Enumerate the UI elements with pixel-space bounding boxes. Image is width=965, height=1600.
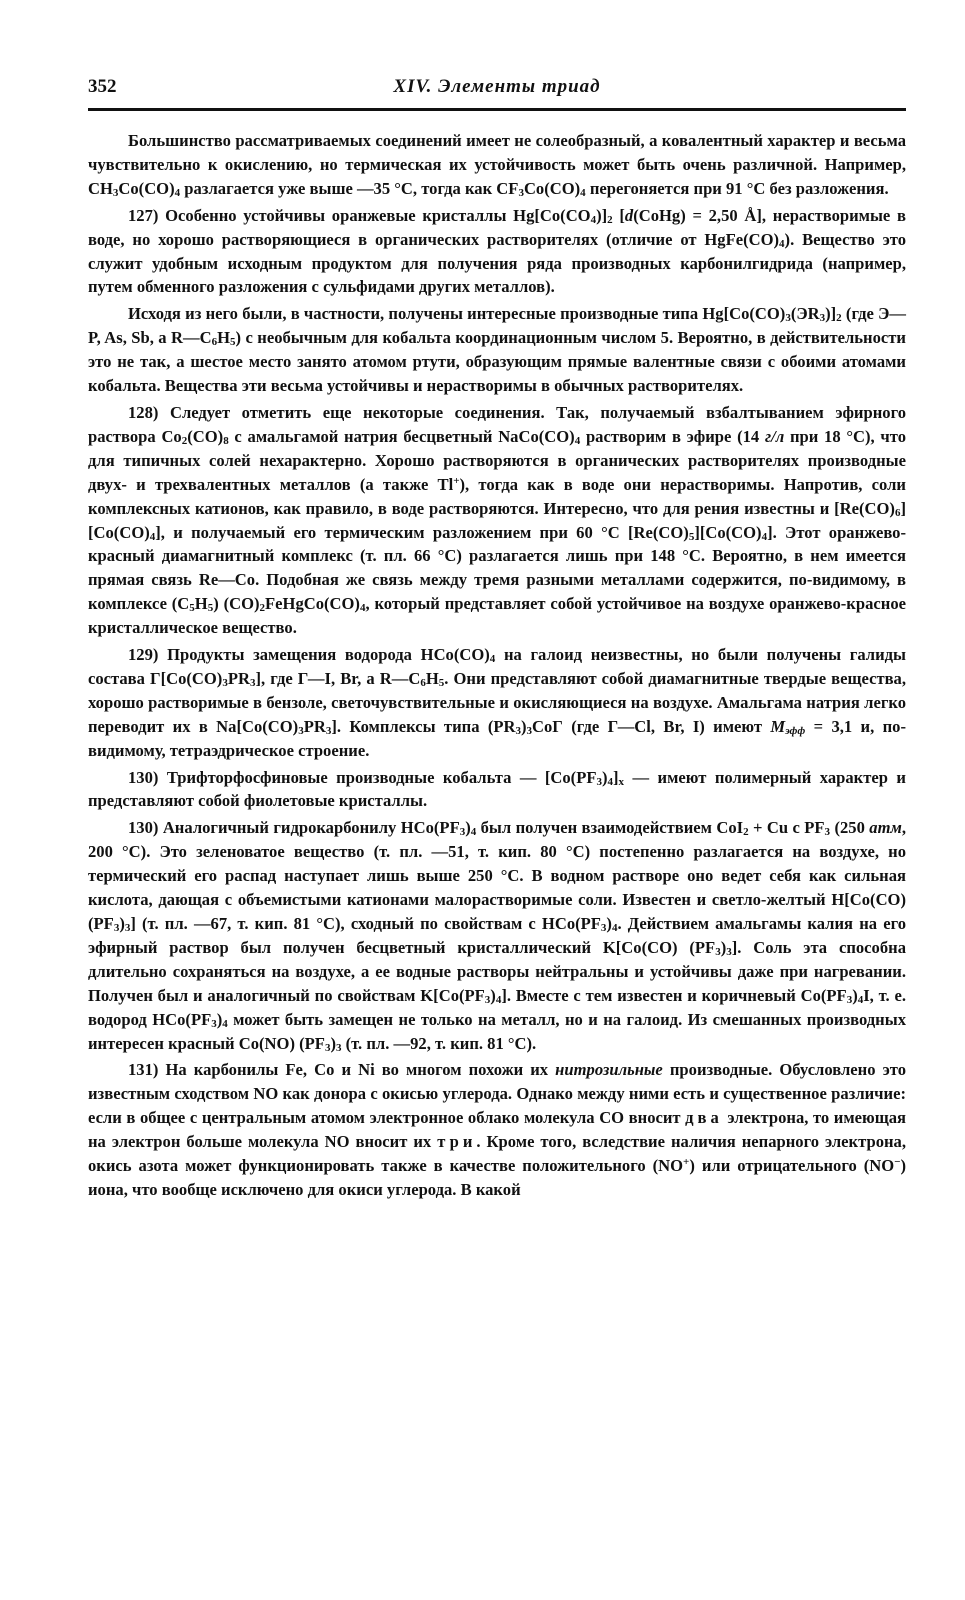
page-header	[88, 72, 906, 104]
note-number: 131)	[128, 1060, 159, 1080]
note-number: 130)	[128, 818, 159, 838]
paragraph-128: 128) Следует отметить еще некоторые соединения. Так, получаемый взбалтыванием эфирного раствора $Co_2(CO)_8$ с амальгамой натрия бесцветный $NaCo(CO)_4$ растворим в эфире (14 г/л при 18 °C), что для типичных солей нехарактерно. Хорошо растворяются в органических растворителях производные двух- и трехвалентных металлов (а также Tl+), тогда как в воде они нерастворимы. Напротив, соли комплексных катионов, как правило, в воде растворяются. Интересно, что для рения известны и $[Re(CO)_6][Co(CO)_4]$, и получаемый его термическим разложением при 60 °C $[Re(CO)_5][Co(CO)_4]$. Этот оранжево-красный диамагнитный комплекс (т. пл. 66 °C) разлагается лишь при 148 °C. Вероятно, в нем имеется прямая связь Re—Co. Подобная же связь между тремя разными металлами содержится, по-видимому, в комплексе $(C_5H_5)$ $(CO)_2FeHgCo(CO)_4$, который представляет собой устойчивое на воздухе оранжево-красное кристаллическое вещество.	[88, 402, 907, 638]
paragraph: Исходя из него были, в частности, получены интересные производные типа $Hg[Co(CO)_3(ЭR_3)]_2$ (где Э—P, As, Sb, а $R—C_6H_5$) с необычным для кобальта координационным числом 5. Вероятно, в действительности это не так, а шестое место занято атомом ртути, образующим прямые валентные связи с обоими атомами кобальта. Вещества эти весьма устойчивы и нерастворимы в обычных растворителях.	[88, 304, 906, 396]
note-number: 130)	[128, 767, 159, 787]
note-number: 127)	[128, 205, 159, 225]
paragraph-129: 129) Продукты замещения водорода $HCo(CO)_4$ на галоид неизвестны, но были получены галиды состава $Г[Co(CO)_3PR_3]$, где Г—I, Br, а $R—C_6H_5$. Они представляют собой диамагнитные твердые вещества, хорошо растворимые в бензоле, светочувствительные и окисляющиеся на воздухе. Амальгама натрия легко переводит их в $Na[Co(CO)_3PR_3]$. Комплексы типа $(PR_3)_3CoГ$ (где Г—Cl, Br, I) имеют $M_{эфф} = 3,1$ и, по-видимому, тетраэдрическое строение.	[88, 645, 907, 760]
paragraph-130a: 130) Трифторфосфиновые производные кобальта — $[Co(PF_3)_4]_x$ — имеют полимерный характер и представляют собой фиолетовые кристаллы.	[88, 767, 906, 811]
paragraph-131: 131) На карбонилы Fe, Co и Ni во многом похожи их нитрозильные производные. Обусловлено это известным сходством NO как донора с окисью углерода. Однако между ними есть и существенное различие: если в общее с центральным атомом электронное облако молекула CO вносит два электрона, то имеющая на электрон большe молекула NO вносит их три. Кроме того, вследствие наличия непарного электрона, окись азота может функционировать также в качестве положительного (NO+) или отрицательного (NO−) иона, что вообще исключено для окиси углерода. В какой	[88, 1060, 906, 1199]
header-rule	[88, 108, 906, 111]
paragraph: Большинство рассматриваемых соединений имеет не солеобразный, а ковалентный характер и весьма чувствительно к окислению, но термическая их устойчивость может быть очень различной. Например, $CH_3Co(CO)_4$ разлагается уже выше —35 °C, тогда как $CF_3Co(CO)_4$ перегоняется при 91 °C без разложения.	[88, 131, 906, 199]
page-number: 352	[88, 76, 117, 97]
book-page	[88, 72, 906, 1202]
running-title: XIV. Элементы триад	[393, 76, 601, 97]
body-text	[88, 129, 906, 1202]
paragraph-130b: 130) Аналогичный гидрокарбонилу $HCo(PF_3)_4$ был получен взаимодействием CoI$_2$ + Cu с $PF_3$ (250 атм, 200 °C). Это зеленоватое вещество (т. пл. —51, т. кип. 80 °C) постепенно разлагается на воздухе, но термический его распад наступает лишь выше 250 °C. В водном растворе оно ведет себя как сильная кислота, дающая с объемистыми катионами малорастворимые соли. Известен и светло-желтый H[Co(CO) $(PF_3)_3$] (т. пл. —67, т. кип. 81 °C), сходный по свойствам с $HCo(PF_3)_4$. Действием амальгамы калия на его эфирный раствор был получен бесцветный кристаллический K[Co(CO) $(PF_3)_3$]. Соль эта способна длительно сохраняться на воздухе, а ее водные растворы нейтральны и устойчивы даже при нагревании. Получен был и аналогичный по свойствам $K[Co(PF_3)_4]$. Вместе с тем известен и коричневый $Co(PF_3)_4I$, т. е. водород $HCo(PF_3)_4$ может быть замещен не только на металл, но и на галоид. Из смешанных производных интересен красный Co(NO) $(PF_3)_3$ (т. пл. —92, т. кип. 81 °C).	[88, 818, 907, 1054]
note-number: 128)	[128, 402, 159, 422]
note-number: 129)	[128, 645, 159, 665]
paragraph-127: 127) Особенно устойчивы оранжевые кристаллы $Hg[Co(CO_4)]_2$ [d(CoHg) = 2,50 Å], нерастворимые в воде, но хорошо растворяющиеся в органических растворителях (отличие от $HgFe(CO)_4$). Вещество это служит удобным исходным продуктом для получения ряда производных карбонилгидрида (например, путем обменного разложения с сульфидами других металлов).	[88, 205, 906, 297]
